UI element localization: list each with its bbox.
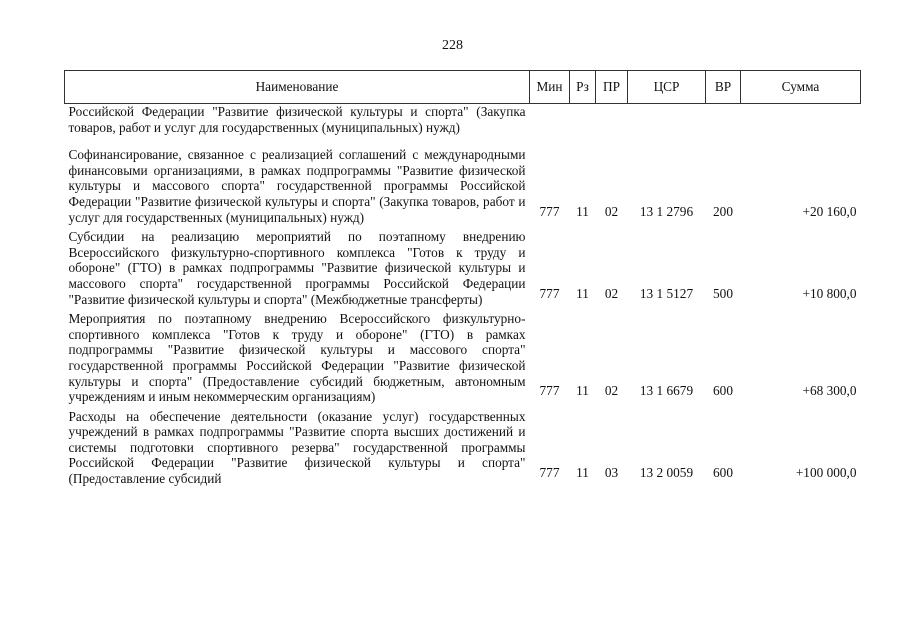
header-name: Наименование bbox=[65, 71, 530, 104]
header-vr: ВР bbox=[706, 71, 741, 104]
row-vr: 600 bbox=[713, 383, 733, 399]
header-min: Мин bbox=[530, 71, 570, 104]
row-sum: +68 300,0 bbox=[802, 383, 857, 399]
table-body bbox=[65, 104, 861, 491]
row-min: 777 bbox=[539, 383, 560, 399]
row-name: Российской Федерации "Развитие физической культуры и спорта" (Закупка товаров, работ и услуг для государственных (муниципальных) нужд) bbox=[68, 104, 526, 135]
row-vr: 500 bbox=[713, 285, 733, 301]
row-sum bbox=[741, 104, 861, 142]
row-name: Софинансирование, связанное с реализацией соглашений с международными финансовыми организациями, в рамках подпрограммы "Развитие физической культуры и массового спорта" государственной программы Российской Федерации "Развитие физической культуры и спорта" (Закупка товаров, работ и услуг для государственных (муниципальных) нужд) bbox=[68, 147, 526, 225]
header-rz: Рз bbox=[570, 71, 596, 104]
row-csr: 13 2 0059 bbox=[639, 465, 694, 481]
table-row bbox=[65, 104, 861, 142]
row-rz: 11 bbox=[576, 465, 589, 481]
row-rz: 11 bbox=[576, 383, 589, 399]
row-pr: 02 bbox=[604, 285, 619, 301]
table-row bbox=[65, 409, 861, 491]
row-pr: 02 bbox=[604, 383, 619, 399]
row-pr bbox=[596, 104, 628, 142]
page-number: 228 bbox=[442, 38, 463, 53]
table-row bbox=[65, 311, 861, 409]
table-row bbox=[65, 141, 861, 229]
table-header bbox=[65, 71, 861, 104]
row-csr: 13 1 2796 bbox=[639, 203, 694, 219]
header-csr: ЦСР bbox=[628, 71, 706, 104]
row-csr: 13 1 5127 bbox=[639, 285, 694, 301]
header-sum: Сумма bbox=[741, 71, 861, 104]
row-pr: 02 bbox=[604, 203, 619, 219]
header-pr: ПР bbox=[596, 71, 628, 104]
row-rz bbox=[570, 104, 596, 142]
table-row bbox=[65, 229, 861, 311]
row-sum: +100 000,0 bbox=[795, 465, 857, 481]
budget-table bbox=[64, 70, 861, 491]
row-vr: 600 bbox=[713, 465, 733, 481]
row-sum: +10 800,0 bbox=[802, 285, 857, 301]
row-name: Мероприятия по поэтапному внедрению Всероссийского физкультурно-спортивного комплекса "Готов к труду и обороне" (ГТО) в рамках подпрограммы "Развитие физической культуры и массового спорта" государственной программы Российской Федерации "Развитие физической культуры и спорта" (Предоставление субсидий бюджетным, автономным учреждениям и иным некоммерческим организациям) bbox=[68, 311, 526, 405]
row-name: Субсидии на реализацию мероприятий по поэтапному внедрению Всероссийского физкультурно-спортивного комплекса "Готов к труду и обороне" (ГТО) в рамках подпрограммы "Развитие физической культуры и массового спорта" государственной программы Российской Федерации "Развитие физической культуры и спорта" (Межбюджетные трансферты) bbox=[68, 229, 526, 307]
row-min: 777 bbox=[539, 465, 560, 481]
row-vr bbox=[706, 104, 741, 142]
row-rz: 11 bbox=[576, 203, 589, 219]
row-min bbox=[530, 104, 570, 142]
row-rz: 11 bbox=[576, 285, 589, 301]
row-csr: 13 1 6679 bbox=[639, 383, 694, 399]
row-pr: 03 bbox=[604, 465, 619, 481]
row-csr bbox=[628, 104, 706, 142]
row-vr: 200 bbox=[713, 203, 733, 219]
row-sum: +20 160,0 bbox=[802, 203, 857, 219]
row-min: 777 bbox=[539, 285, 560, 301]
row-name: Расходы на обеспечение деятельности (оказание услуг) государственных учреждений в рамках подпрограммы "Развитие спорта высших достижений и системы подготовки спортивного резерва" государственной программы Российской Федерации "Развитие физической культуры и спорта" (Предоставление субсидий bbox=[68, 408, 526, 487]
row-min: 777 bbox=[539, 203, 560, 219]
